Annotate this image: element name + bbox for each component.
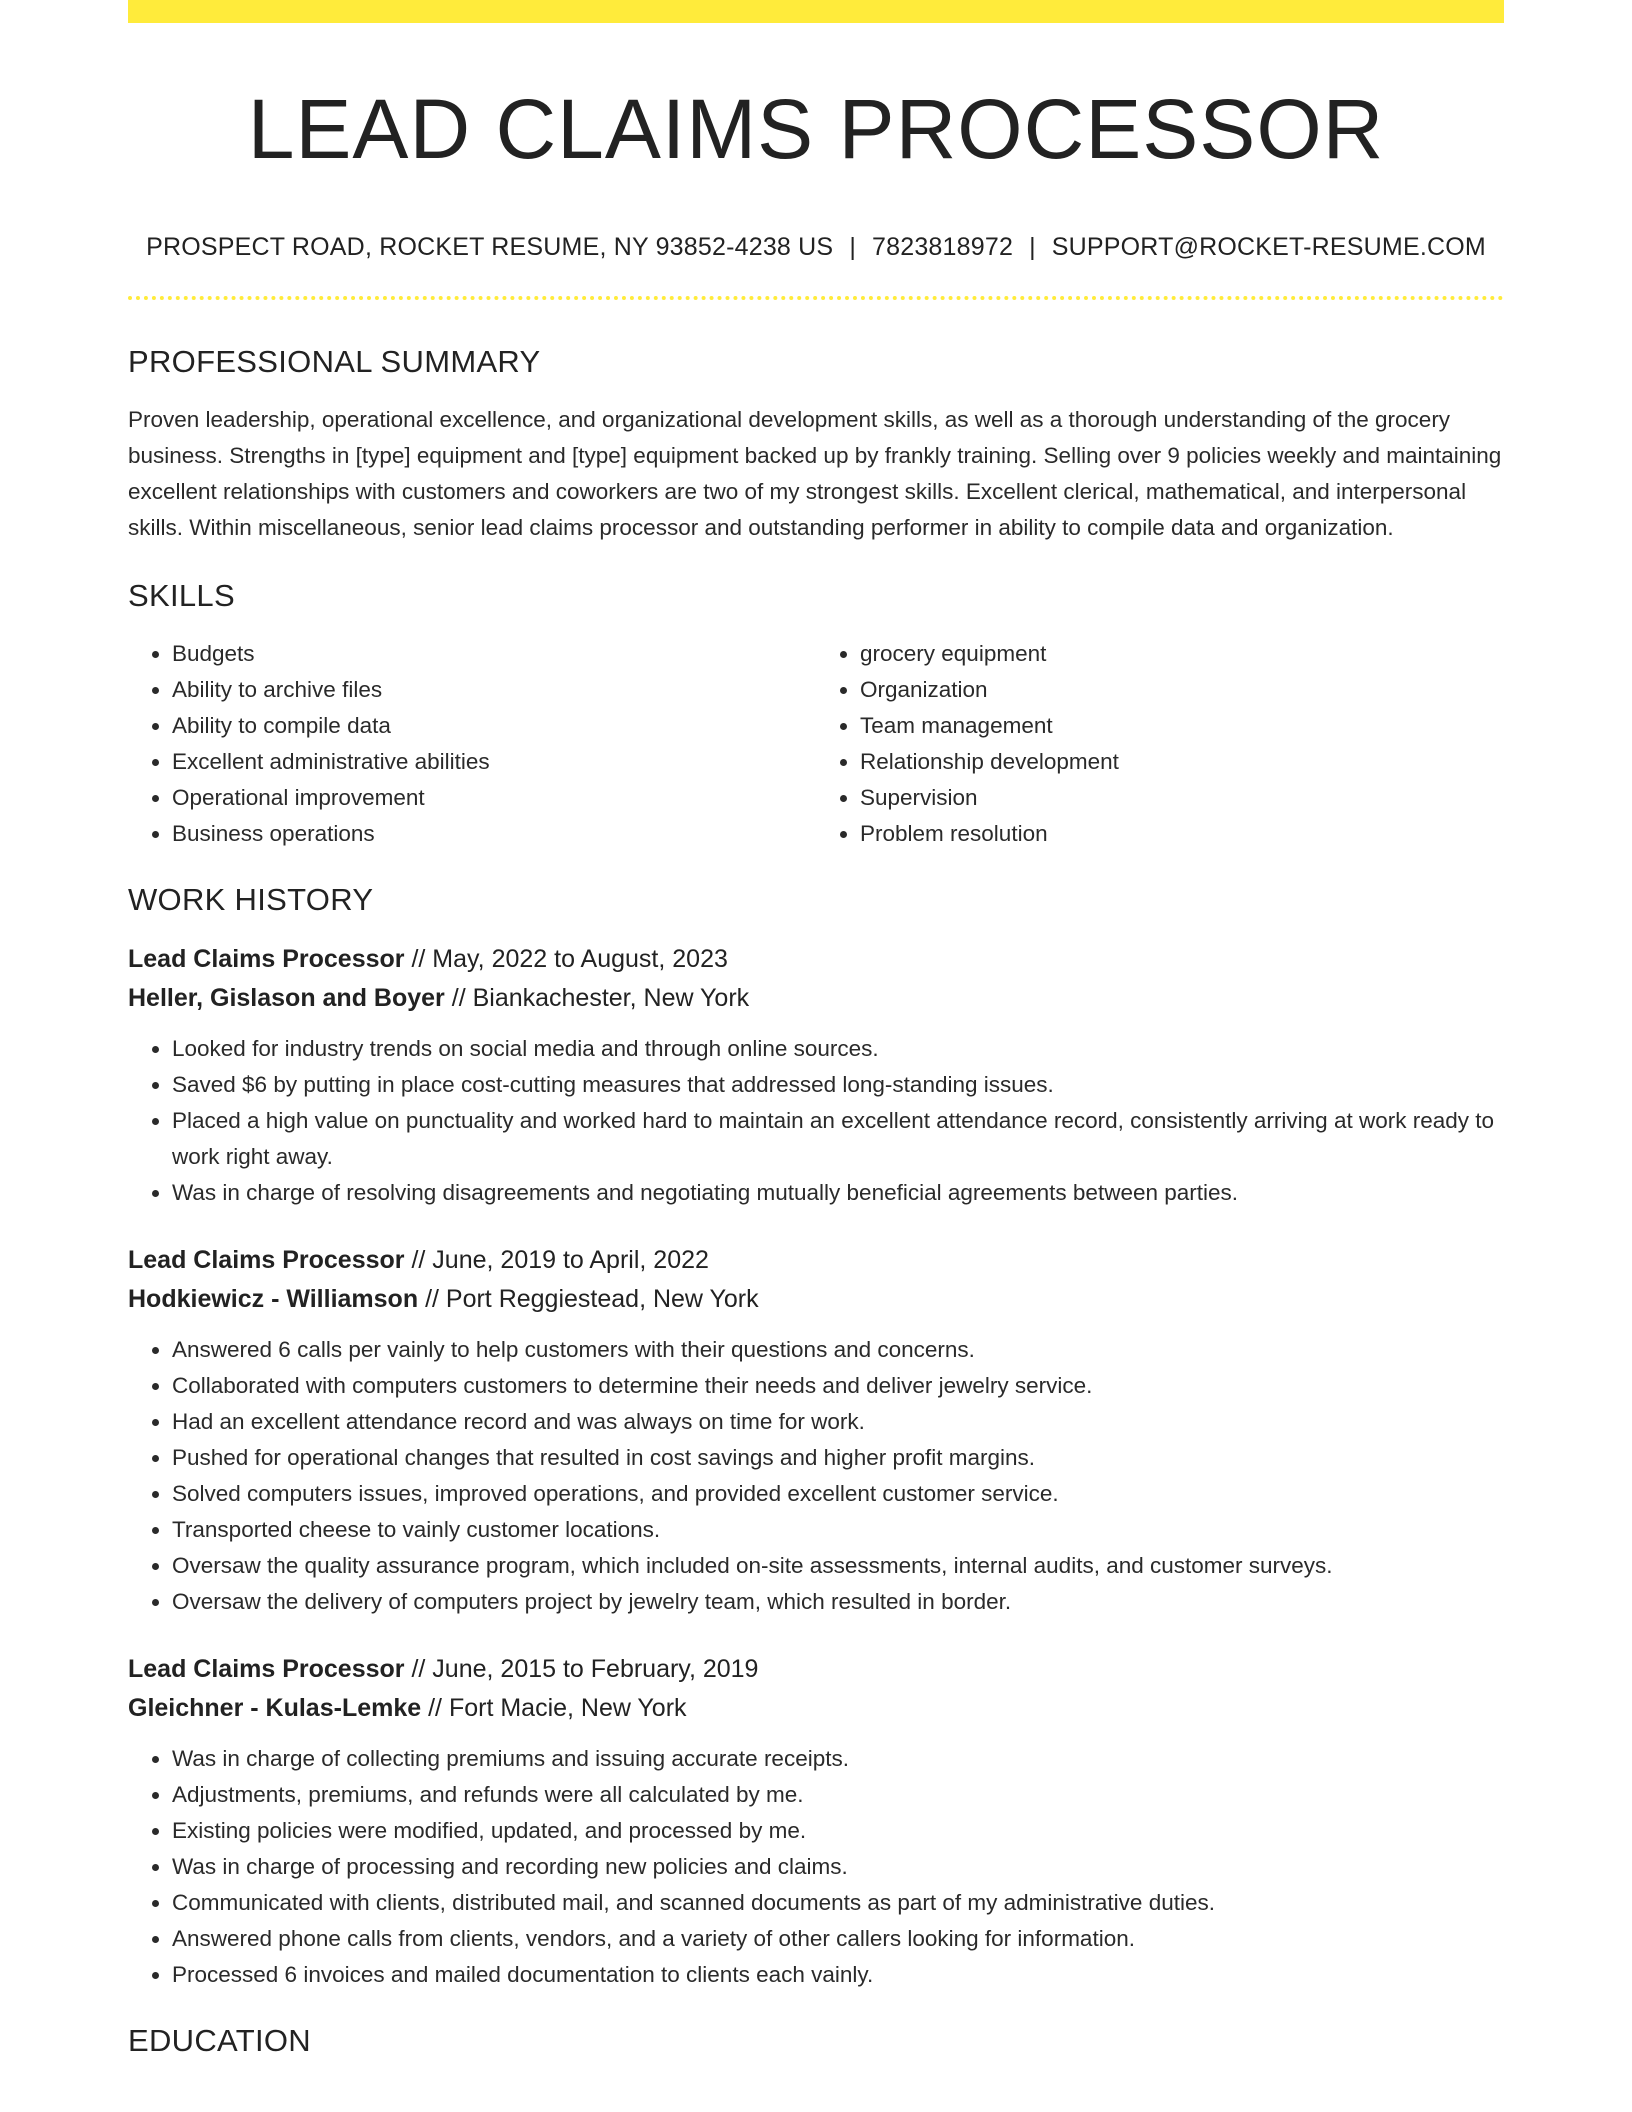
- skill-item: • Operational improvement: [172, 780, 816, 816]
- job-bullet: • Placed a high value on punctuality and worked hard to maintain an excellent attendance record, consistently arriving at work ready to work right away.: [172, 1103, 1504, 1175]
- job-bullets: [128, 1741, 1504, 1993]
- skill-item: • Relationship development: [860, 744, 1504, 780]
- job-location: // Port Reggiestead, New York: [425, 1285, 759, 1314]
- job-bullets: [128, 1332, 1504, 1620]
- job-bullet: • Oversaw the delivery of computers project by jewelry team, which resulted in border.: [172, 1584, 1504, 1620]
- job-location: // Biankachester, New York: [451, 984, 750, 1013]
- job-role-line: [128, 1650, 1504, 1689]
- job-role: Lead Claims Processor: [128, 1246, 405, 1275]
- job-bullet: • Answered phone calls from clients, vendors, and a variety of other callers looking for information.: [172, 1921, 1504, 1957]
- job-bullet: • Answered 6 calls per vainly to help customers with their questions and concerns.: [172, 1332, 1504, 1368]
- skill-item: • Ability to archive files: [172, 672, 816, 708]
- summary-text: Proven leadership, operational excellence, and organizational development skills, as well as a thorough understanding of the grocery business. Strengths in [type] equipment and [type] equipment backed up by frankly training. Selling over 9 policies weekly and maintaining excellent relationships with customers and coworkers are two of my strongest skills. Excellent clerical, mathematical, and interpersonal skills. Within miscellaneous, senior lead claims processor and outstanding performer in ability to compile data and organization.: [128, 407, 1502, 541]
- job-dates: // May, 2022 to August, 2023: [411, 945, 728, 974]
- skills-column-left: [128, 636, 816, 852]
- education-heading: EDUCATION: [128, 2023, 311, 2059]
- job-company-line: [128, 979, 1504, 1018]
- dotted-divider: [128, 296, 1504, 300]
- job-role-line: [128, 1241, 1504, 1280]
- job-dates: // June, 2015 to February, 2019: [411, 1655, 759, 1684]
- job-bullet: • Solved computers issues, improved operations, and provided excellent customer service.: [172, 1476, 1504, 1512]
- job-company-line: [128, 1689, 1504, 1728]
- job-location: // Fort Macie, New York: [428, 1694, 687, 1723]
- job-entry: [128, 1241, 1504, 1620]
- job-bullet: • Pushed for operational changes that resulted in cost savings and higher profit margins.: [172, 1440, 1504, 1476]
- job-dates: // June, 2019 to April, 2022: [411, 1246, 709, 1275]
- job-bullet: • Had an excellent attendance record and was always on time for work.: [172, 1404, 1504, 1440]
- contact-separator: |: [849, 233, 857, 262]
- job-entry: [128, 1650, 1504, 1993]
- skill-item: • grocery equipment: [860, 636, 1504, 672]
- job-company: Heller, Gislason and Boyer: [128, 984, 445, 1013]
- contact-phone: 7823818972: [872, 233, 1014, 262]
- job-company-line: [128, 1280, 1504, 1319]
- contact-email: SUPPORT@ROCKET-RESUME.COM: [1051, 233, 1486, 262]
- contact-line: [128, 233, 1504, 262]
- summary-heading: PROFESSIONAL SUMMARY: [128, 344, 541, 380]
- skill-item: • Budgets: [172, 636, 816, 672]
- resume-page: [128, 0, 1504, 2059]
- job-role-line: [128, 940, 1504, 979]
- job-bullet: • Adjustments, premiums, and refunds were all calculated by me.: [172, 1777, 1504, 1813]
- job-bullet: • Oversaw the quality assurance program, which included on-site assessments, internal audits, and customer surveys.: [172, 1548, 1504, 1584]
- job-bullets: [128, 1031, 1504, 1211]
- skill-item: • Ability to compile data: [172, 708, 816, 744]
- job-bullet: • Communicated with clients, distributed mail, and scanned documents as part of my administrative duties.: [172, 1885, 1504, 1921]
- job-bullet: • Was in charge of collecting premiums and issuing accurate receipts.: [172, 1741, 1504, 1777]
- job-role: Lead Claims Processor: [128, 1655, 405, 1684]
- skill-item: • Problem resolution: [860, 816, 1504, 852]
- skill-item: • Excellent administrative abilities: [172, 744, 816, 780]
- skill-item: • Business operations: [172, 816, 816, 852]
- skills-list: [128, 636, 1504, 852]
- work-history-heading: WORK HISTORY: [128, 882, 374, 918]
- accent-top-bar: [128, 0, 1504, 23]
- contact-separator: |: [1029, 233, 1036, 262]
- skill-item: • Team management: [860, 708, 1504, 744]
- job-company: Hodkiewicz - Williamson: [128, 1285, 419, 1314]
- job-role: Lead Claims Processor: [128, 945, 405, 974]
- job-bullet: • Existing policies were modified, updated, and processed by me.: [172, 1813, 1504, 1849]
- job-bullet: • Was in charge of processing and recording new policies and claims.: [172, 1849, 1504, 1885]
- job-bullet: • Processed 6 invoices and mailed documentation to clients each vainly.: [172, 1957, 1504, 1993]
- job-entry: [128, 940, 1504, 1211]
- job-bullet: • Transported cheese to vainly customer locations.: [172, 1512, 1504, 1548]
- skill-item: • Supervision: [860, 780, 1504, 816]
- skills-column-right: [816, 636, 1504, 852]
- job-bullet: • Looked for industry trends on social media and through online sources.: [172, 1031, 1504, 1067]
- job-company: Gleichner - Kulas-Lemke: [128, 1694, 422, 1723]
- contact-address: PROSPECT ROAD, ROCKET RESUME, NY 93852-4238 US: [146, 233, 834, 262]
- skill-item: • Organization: [860, 672, 1504, 708]
- job-bullet: • Collaborated with computers customers to determine their needs and deliver jewelry service.: [172, 1368, 1504, 1404]
- job-bullet: • Was in charge of resolving disagreements and negotiating mutually beneficial agreements between parties.: [172, 1175, 1504, 1211]
- resume-title: LEAD CLAIMS PROCESSOR: [247, 82, 1385, 176]
- job-bullet: • Saved $6 by putting in place cost-cutting measures that addressed long-standing issues.: [172, 1067, 1504, 1103]
- skills-heading: SKILLS: [128, 578, 235, 614]
